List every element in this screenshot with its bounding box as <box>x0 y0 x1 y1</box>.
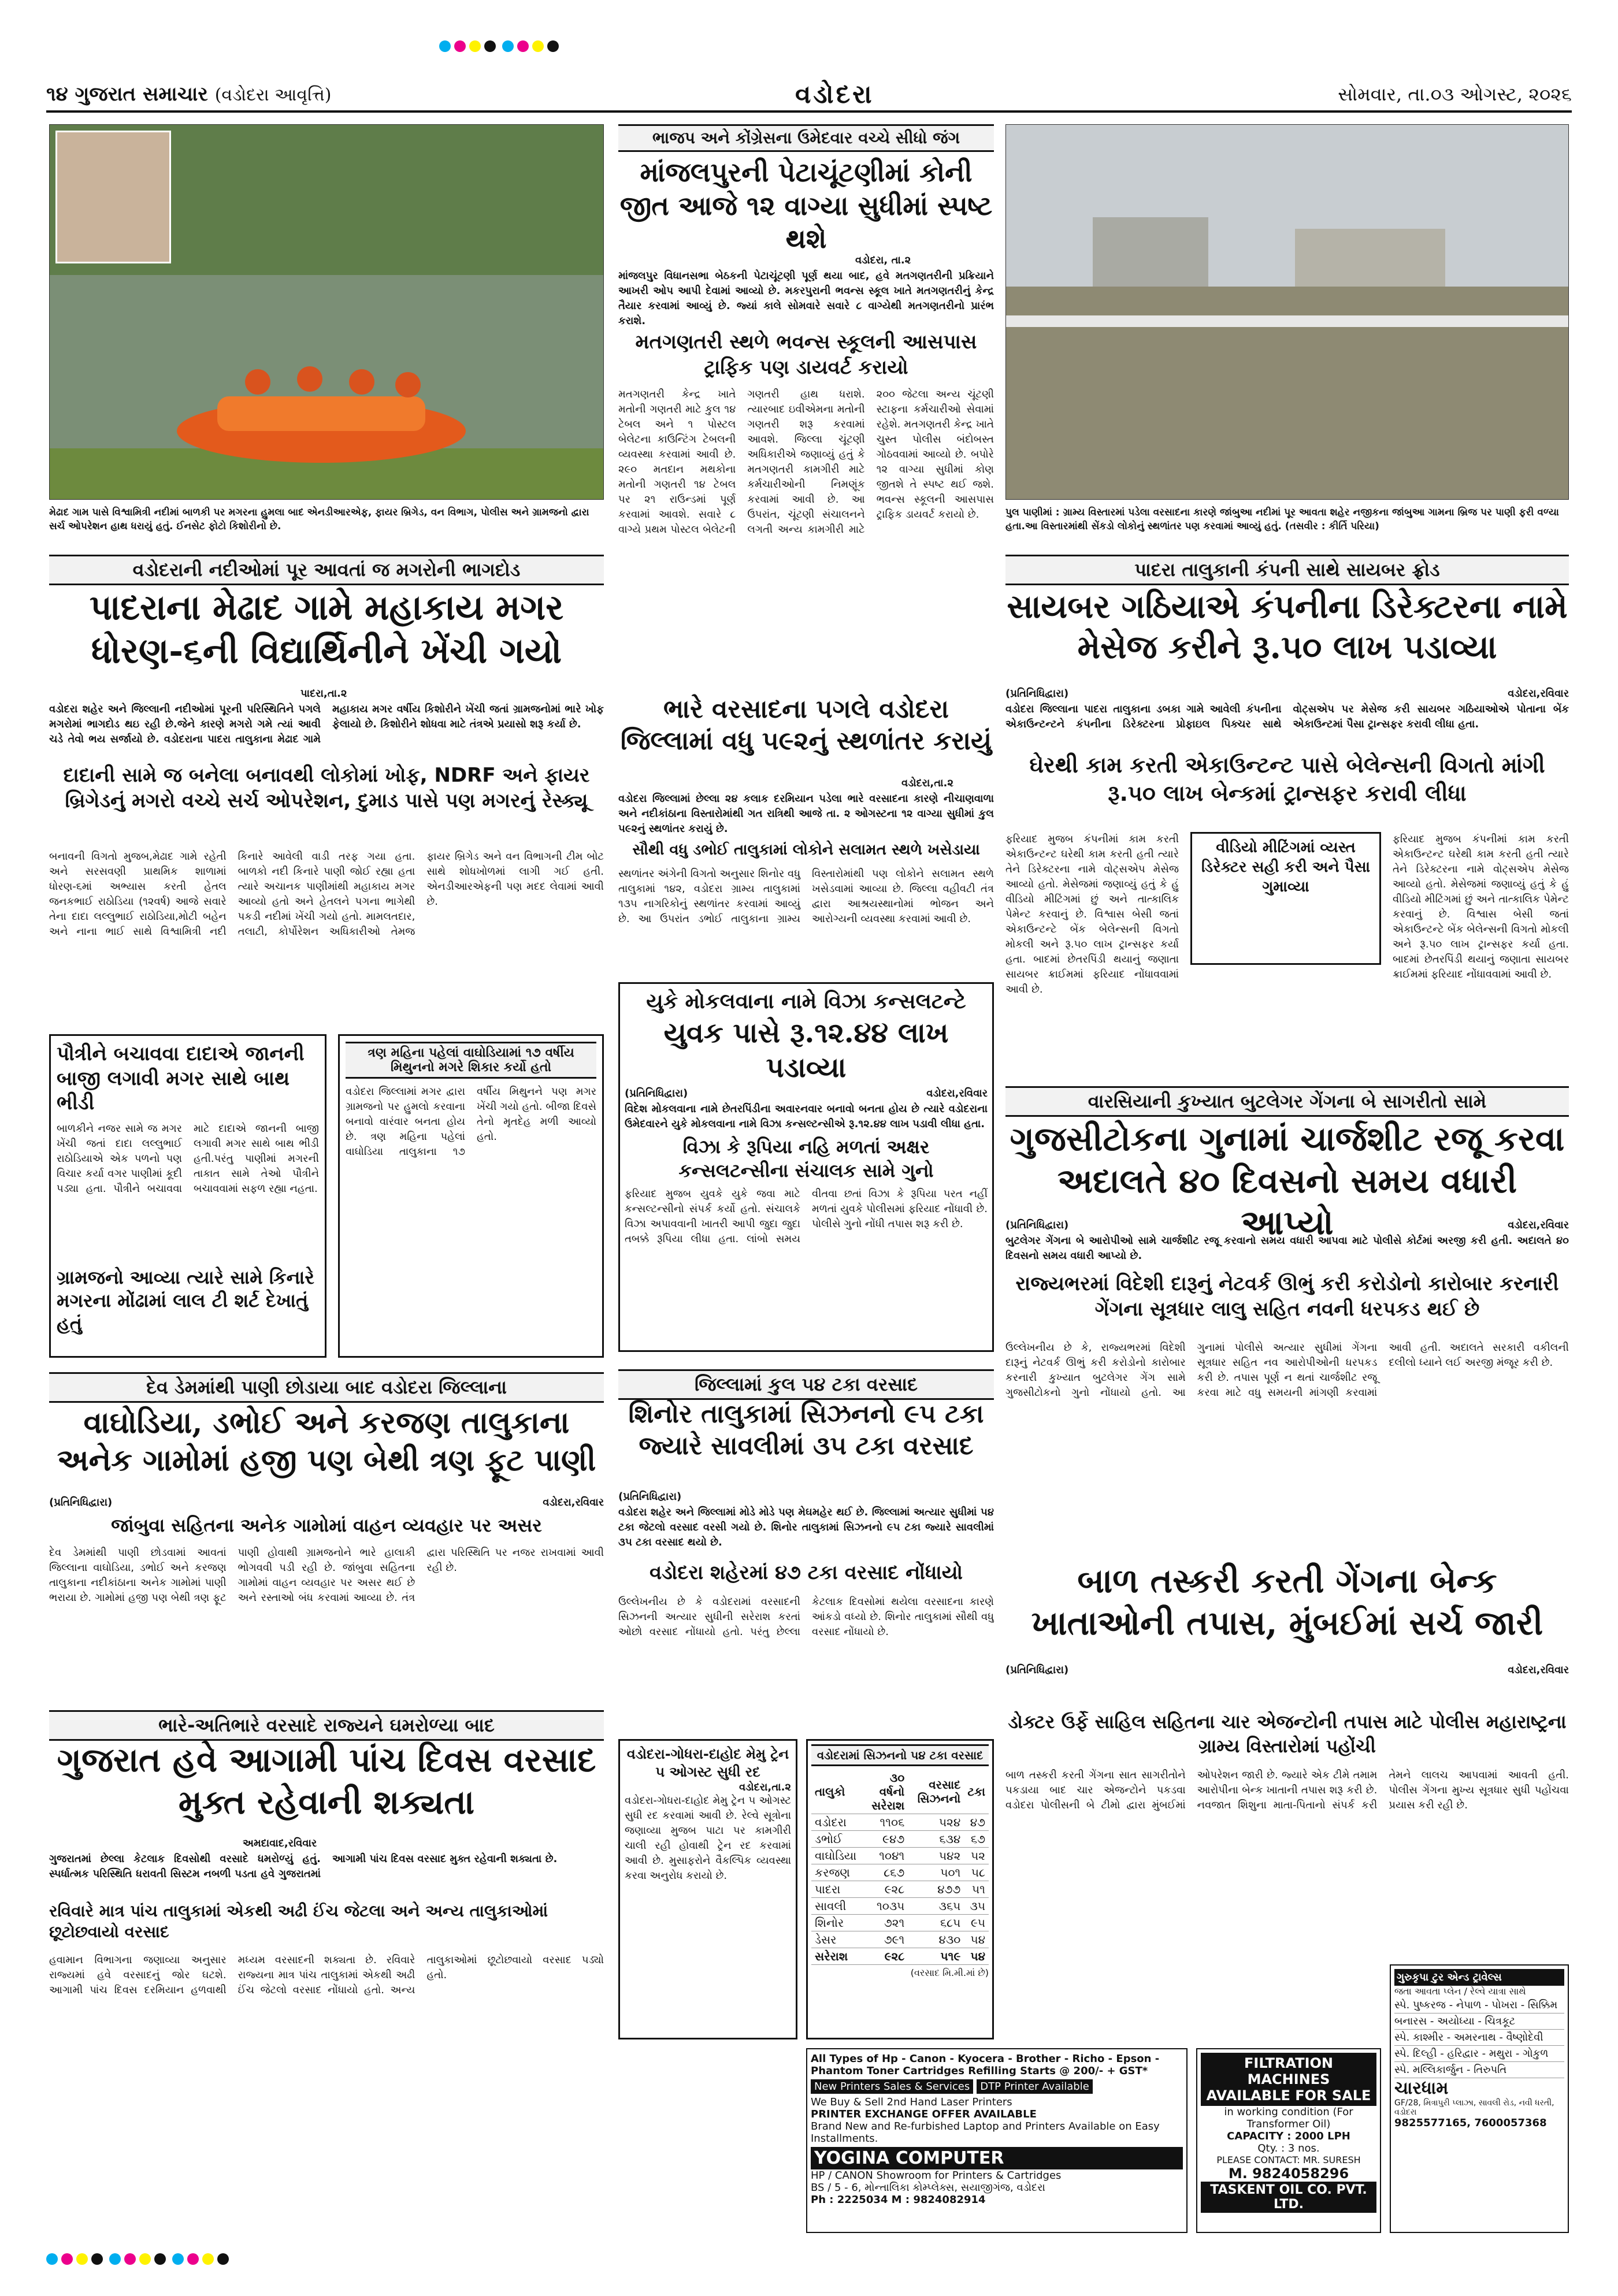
majalpur-headline: માંજલપુરની પેટાચૂંટણીમાં કોની જીત આજે ૧૨ વાગ્યા સુધીમાં સ્પષ્ટ થશે <box>619 157 993 254</box>
filtration-ad <box>1196 2048 1381 2233</box>
child-dateline: વડોદરા,રવિવાર <box>1508 1664 1569 1676</box>
flooded-bridge-image <box>1006 125 1569 500</box>
printer-ad-buttons <box>811 2079 1183 2094</box>
fraud-dateline: વડોદરા,રવિવાર <box>926 1087 988 1099</box>
cyber-meta <box>1005 688 1569 700</box>
waghodia-body: વડોદરા જિલ્લામાં મગર દ્વારા ગ્રામજનો પર હુમલો કરવાના બનાવો વારંવાર બનતા હોય છે. ત્રણ મહિના પહેલાં વાઘોડિયા તાલુકાના ૧૭ વર્ષીય મિથુનને પણ મગર ખેંચી ગયો હતો. બીજા દિવસે તેનો મૃતદેહ મળી આવ્યો હતો. <box>346 1086 596 1158</box>
rain-table-cell: વડોદરા <box>811 1814 860 1831</box>
printer-ad-btn2: DTP Printer Available <box>977 2079 1093 2094</box>
rain-table-cell: ૫૪ <box>964 1948 989 1965</box>
travel-brand: ચારધામ <box>1394 2078 1449 2098</box>
rain-table-row <box>811 1864 989 1881</box>
printer-ad-sub: HP / CANON Showroom for Printers & Cartridges <box>811 2169 1062 2182</box>
cyber-box-text: વીડિયો મીટિંગમાં વ્યસ્ત ડિરેક્ટર સહી કરી અને પૈસા ગુમાવ્યા <box>1201 839 1371 896</box>
rain-headline: શિનોર તાલુકામાં સિઝનનો ૯૫ ટકા જ્યારે સાવલીમાં ૩૫ ટકા વરસાદ <box>628 1399 984 1461</box>
cyber-subhead: ઘેરથી કામ કરતી એકાઉન્ટન્ટ પાસે બેલેન્સની વિગતો માંગી રૂ.૫૦ લાખ બેન્કમાં ટ્રાન્સફર કરાવી લીધા <box>1029 752 1545 807</box>
rain-table-cell: સરેરાશ <box>811 1948 860 1965</box>
rain-table-header <box>811 1770 989 1814</box>
rain-table-box <box>806 1739 994 2039</box>
page-number: ૧૪ <box>46 83 68 106</box>
child-source: (પ્રતિનિધિદ્વારા) <box>1005 1664 1069 1676</box>
travel-addr: GF/28, મિત્રાપુરી પ્લાઝા, સાવલી રોડ, નવી ધરતી, વડોદરા <box>1394 2098 1554 2117</box>
fraud-body: ફરિયાદ મુજબ યુવકે યુકે જવા માટે કન્સલ્ટન્સીનો સંપર્ક કર્યો હતો. સંચાલકે વિઝા અપાવવાની ખાતરી આપી જુદા જુદા તબક્કે રૂપિયા લીધા હતા. લાંબો સમય વીતવા છતાં વિઝા કે રૂપિયા પરત નહીં મળતાં યુવકે પોલીસમાં ફરિયાદ નોંધાવી છે. પોલીસે ગુનો નોંધી તપાસ શરૂ કરી છે. <box>625 1187 988 1245</box>
printer-ad-line4: PRINTER EXCHANGE OFFER AVAILABLE <box>811 2108 1037 2120</box>
rain-table-cell: ૪૭ <box>964 1814 989 1831</box>
rain-table-cell: ૫૪૨ <box>908 1848 964 1864</box>
majalpur-lead: માંજલપુર વિધાનસભા બેઠકની પેટાચૂંટણી પૂર્ણ થયા બાદ, હવે મતગણતરીની પ્રક્રિયાને આખરી ઓપ આપી દેવામાં આવ્યો છે. મકરપુરાની ભવન્સ સ્કૂલ ખાતે મતગણતરીનું કેન્દ્ર તૈયાર કરવામાં આવ્યું છે. જ્યાં કાલે સોમવારે સવારે ૮ વાગ્યેથી મતગણતરીનો પ્રારંભ કરાશે. <box>618 270 994 327</box>
dam-source: (પ્રતિનિધિદ્વારા) <box>49 1496 113 1509</box>
flooded-bridge-photo <box>1005 124 1569 500</box>
majalpur-body: મતગણતરી કેન્દ્ર ખાતે મતોની ગણતરી માટે કુલ ૧૪ ટેબલ અને ૧ પોસ્ટલ બેલેટના કાઉન્ટિંગ ટેબલની વ્યવસ્થા કરવામાં આવી છે. ૨૯૦ મતદાન મથકોના મતોની ગણતરી ૧૪ ટેબલ પર ૨૧ રાઉન્ડમાં પૂર્ણ કરવામાં આવશે. સવારે ૮ વાગ્યે પ્રથમ પોસ્ટલ બેલેટની ગણતરી હાથ ધરાશે. ત્યારબાદ ઇવીએમના મતોની ગણતરી શરૂ કરવામાં આવશે. જિલ્લા ચૂંટણી અધિકારીએ જણાવ્યું હતું કે મતગણતરી કામગીરી માટે કર્મચારીઓની નિમણૂંક કરવામાં આવી છે. આ ઉપરાંત, ચૂંટણી સંચાલનને લગતી અન્ય કામગીરી માટે ૨૦૦ જેટલા અન્ય ચૂંટણી સ્ટાફના કર્મચારીઓ સેવામાં રહેશે. મતગણતરી કેન્દ્ર ખાતે ચુસ્ત પોલીસ બંદોબસ્ત ગોઠવવામાં આવ્યો છે. બપોરે ૧૨ વાગ્યા સુધીમાં કોણ જીતશે તે સ્પષ્ટ થઈ જશે. ભવન્સ સ્કૂલની આસપાસ ટ્રાફિક ડાયવર્ટ કરાયો છે. <box>618 388 994 536</box>
rain-table-row <box>811 1931 989 1948</box>
gujcitok-lead: બુટલેગર ગેંગના બે આરોપીઓ સામે ચાર્જશીટ રજૂ કરવાનો સમય વધારી આપવા માટે પોલીસે કોર્ટમાં અરજી કરી હતી. અદાલતે ૪૦ દિવસનો સમય વધારી આપ્યો છે. <box>1005 1235 1569 1262</box>
dam-dateline: વડોદરા,રવિવાર <box>543 1496 604 1509</box>
dam-kicker: દેવ ડેમમાંથી પાણી છોડાયા બાદ વડોદરા જિલ્લાના <box>49 1372 604 1403</box>
crocodile-dateline: પાદરા,તા.૨ <box>300 688 347 700</box>
registration-marks-top <box>439 40 1190 54</box>
rain-table-cell: ૩૬૫ <box>908 1898 964 1915</box>
rain-table-cell: ૯૨૮ <box>860 1881 908 1898</box>
rain-table-cell: ૫૧ <box>964 1881 989 1898</box>
registration-marks-bottom <box>46 2253 1572 2267</box>
rain-table-row <box>811 1881 989 1898</box>
rain-table-cell: સાવલી <box>811 1898 860 1915</box>
majalpur-dateline: વડોદરા, તા.૨ <box>855 254 911 266</box>
travel-title: ગુરુકૃપા ટુર એન્ડ ટ્રાવેલ્સ <box>1394 1969 1564 1986</box>
travel-line5: સ્પે. મલ્લિકાર્જુન - તિરુપતિ <box>1394 2062 1564 2078</box>
travel-line3: સ્પે. કાશ્મીર - અમરનાથ - વૈષ્ણોદેવી <box>1394 2030 1564 2046</box>
printer-ad-name: YOGINA COMPUTER <box>811 2147 1183 2169</box>
rain-table-cell: ૧૦૪૧ <box>860 1848 908 1864</box>
forecast-headline: ગુજરાત હવે આગામી પાંચ દિવસ વરસાદ મુક્ત રહેવાની શક્યતા <box>57 1740 596 1822</box>
train-box <box>618 1739 797 2039</box>
crocodile-kicker: વડોદરાની નદીઓમાં પૂર આવતાં જ મગરોની ભાગદોડ <box>49 555 604 585</box>
rain-table-cell: ૭૨૧ <box>860 1915 908 1931</box>
shift-subhead: સૌથી વધુ ડભોઈ તાલુકામાં લોકોને સલામત સ્થળે ખસેડાયા <box>632 841 980 859</box>
filtration-title: FILTRATION MACHINES AVAILABLE FOR SALE <box>1201 2053 1376 2106</box>
filtration-sub: in working condition (For Transformer Oil) <box>1224 2106 1353 2130</box>
cyber-source: (પ્રતિનિધિદ્વારા) <box>1005 688 1069 700</box>
printer-ad-phone: Ph : 2225034 M : 9824082914 <box>811 2194 986 2206</box>
rain-table-cell: ૪૭૭ <box>908 1881 964 1898</box>
rain-table <box>811 1770 989 1965</box>
rain-table-row <box>811 1948 989 1965</box>
fraud-story <box>618 982 994 1352</box>
waghodia-box <box>338 1034 604 1358</box>
rain-table-cell: ૫૨ <box>964 1848 989 1864</box>
grandfather-body: બાળકીને નજર સામે જ મગર ખેંચી જતાં દાદા લલ્લુભાઈ રાઠોડિયાએ એક પળનો પણ વિચાર કર્યા વગર પાણીમાં કૂદી પડ્યા હતા. પૌત્રીને બચાવવા માટે દાદાએ જાનની બાજી લગાવી મગર સાથે બાથ ભીડી હતી.પરંતુ પાણીમાં મગરની તાકાત સામે તેઓ પૌત્રીને બચાવવામાં સફળ રહ્યા નહતા. <box>57 1122 319 1195</box>
gujcitok-source: (પ્રતિનિધિદ્વારા) <box>1005 1219 1069 1231</box>
train-dateline: વડોદરા,તા.૨ <box>739 1781 791 1794</box>
filtration-contact: PLEASE CONTACT: MR. SURESH <box>1216 2154 1361 2165</box>
rain-table-cell: ૩૫ <box>964 1898 989 1915</box>
printer-ad-btn1: New Printers Sales & Services <box>811 2079 973 2094</box>
grandfather-box <box>49 1034 326 1358</box>
forecast-lead: ગુજરાતમાં છેલ્લા કેટલાક દિવસોથી વરસાદે ધમરોળ્યું હતું. સ્પર્ધાત્મક પરિસ્થિતિ ધરાવતી સિસ્ટમ નબળી પડતા હવે ગુજરાતમાં આગામી પાંચ દિવસ વરસાદ મુક્ત રહેવાની શક્યતા છે. <box>49 1853 558 1880</box>
col-average: ૩૦ વર્ષનો સરેરાશ <box>860 1770 908 1814</box>
crocodile-headline: પાદરાના મેઢાદ ગામે મહાકાય મગર ધોરણ-૬ની વિદ્યાર્થિનીને ખેંચી ગયો <box>89 588 564 671</box>
rain-table-cell: ૯૫ <box>964 1915 989 1931</box>
cyber-body: ફરિયાદ મુજબ કંપનીમાં કામ કરતી એકાઉન્ટન્ટ ઘરેથી કામ કરતી હતી ત્યારે તેને ડિરેક્ટરના નામે વોટ્સએપ મેસેજ આવ્યો હતો. મેસેજમાં જણાવ્યું હતું કે હું વીડિયો મીટિંગમાં છું અને તાત્કાલિક પેમેન્ટ કરવાનું છે. વિશ્વાસ બેસી જતાં એકાઉન્ટન્ટે બેંક બેલેન્સની વિગતો મોકલી અને રૂ.૫૦ લાખ ટ્રાન્સફર કર્યા હતા. બાદમાં છેતરપિંડી થયાનું જણાતા સાયબર ક્રાઈમમાં ફરિયાદ નોંધાવવામાં આવી છે. <box>1005 833 1179 995</box>
dam-headline: વાઘોડિયા, ડભોઈ અને કરજણ તાલુકાના અનેક ગામોમાં હજી પણ બેથી ત્રણ ફૂટ પાણી <box>57 1405 596 1478</box>
rain-table-cell: પાદરા <box>811 1881 860 1898</box>
rain-table-row <box>811 1831 989 1848</box>
rain-kicker: જિલ્લામાં કુલ ૫૪ ટકા વરસાદ <box>618 1369 994 1400</box>
dam-body: દેવ ડેમમાંથી પાણી છોડવામાં આવતાં જિલ્લાના વાઘોડિયા, ડભોઈ અને કરજણ તાલુકાના નદીકાંઠાના અનેક ગામોમાં પાણી ભરાયા છે. ગામોમાં હજી પણ બેથી ત્રણ ફૂટ પાણી હોવાથી ગ્રામજનોને ભારે હાલાકી ભોગવવી પડી રહી છે. જાંબુવા સહિતના ગામોમાં વાહન વ્યવહાર પર અસર થઈ છે અને રસ્તાઓ બંધ કરવામાં આવ્યા છે. તંત્ર દ્વારા પરિસ્થિતિ પર નજર રાખવામાં આવી રહી છે. <box>49 1547 604 1604</box>
rain-table-note: (વરસાદ મિ.મી.માં છે) <box>910 1967 989 1978</box>
travel-ad <box>1390 1964 1569 2233</box>
rain-table-row <box>811 1814 989 1831</box>
girl-inset-photo <box>55 131 171 263</box>
shift-body: સ્થળાંતર અંગેની વિગતો અનુસાર શિનોર વધુ તાલુકામાં ૧૪૨, વડોદરા ગ્રામ્ય તાલુકામાં ૧૩૫ નાગરિકોનું સ્થળાંતર કરવામાં આવ્યું છે. આ ઉપરાંત ડભોઈ તાલુકાના ગ્રામ્ય વિસ્તારોમાંથી પણ લોકોને સલામત સ્થળે ખસેડવામાં આવ્યા છે. જિલ્લા વહીવટી તંત્ર દ્વારા આશ્રયસ્થાનોમાં ભોજન અને આરોગ્યની વ્યવસ્થા કરવામાં આવી છે. <box>618 868 994 925</box>
rain-body: ઉલ્લેખનીય છે કે વડોદરામાં વરસાદની સિઝનની અત્યાર સુધીની સરેરાશ કરતાં ઓછો વરસાદ નોંધાયો હતો. પરંતુ છેલ્લા કેટલાક દિવસોમાં થયેલા વરસાદના કારણે આંકડો વધ્યો છે. શિનોર તાલુકામાં સૌથી વધુ વરસાદ નોંધાયો છે. <box>618 1596 994 1638</box>
shift-dateline: વડોદરા,તા.૨ <box>901 777 953 789</box>
photo-left-caption: મેઢાદ ગામ પાસે વિશ્વામિત્રી નદીમાં બાળકી પર મગરના હુમલા બાદ એનડીઆરએફ, ફાયર બ્રિગેડ, વન વિભાગ, પોલીસ અને ગ્રામજનો દ્વારા સર્ચ ઓપરેશન હાથ ધરાયું હતું. ઈનસેટ ફોટો કિશોરીનો છે. <box>49 507 589 532</box>
paper-name: ગુજરાત સમાચાર <box>75 83 208 106</box>
col-percent: ટકા <box>964 1770 989 1814</box>
rain-table-cell: ૪૩૦ <box>908 1931 964 1948</box>
printer-ad-line1: All Types of Hp - Canon - Kyocera - Brother - Richo - Epson - <box>811 2053 1160 2065</box>
printer-ad-line2: Phantom Toner Cartridges Refilling Starts @ 200/- + GST* <box>811 2065 1148 2077</box>
rain-table-cell: ૧૦૩૫ <box>860 1898 908 1915</box>
gujcitok-kicker: વારસિયાની કુખ્યાત બુટલેગર ગેંગના બે સાગરીતો સામે <box>1005 1086 1569 1117</box>
rain-table-cell: ૭૯૧ <box>860 1931 908 1948</box>
rain-table-cell: ૫૦૧ <box>908 1864 964 1881</box>
rain-table-cell: ૫૪ <box>964 1931 989 1948</box>
photo-credit: (તસવીર : કીર્તિ પરિયા) <box>1285 521 1379 532</box>
rain-table-cell: ડભોઈ <box>811 1831 860 1848</box>
majalpur-subhead: મતગણતરી સ્થળે ભવન્સ સ્કૂલની આસપાસ ટ્રાફિક પણ ડાયવર્ટ કરાયો <box>635 330 977 380</box>
fraud-source: (પ્રતિનિધિદ્વારા) <box>625 1087 688 1099</box>
gujcitok-dateline: વડોદરા,રવિવાર <box>1508 1219 1569 1231</box>
rain-table-cell: ૬૩૪ <box>908 1831 964 1848</box>
rain-table-title: વડોદરામાં સિઝનનો ૫૪ ટકા વરસાદ <box>811 1744 989 1766</box>
photo-right-caption-text: પુલ પાણીમાં : ગ્રામ્ય વિસ્તારમાં પડેલા વરસાદના કારણે જાંબુઆ નદીમાં પૂર આવતા શહેર નજીકના જાંબુઆ ગામના બ્રિજ પર પાણી ફરી વળ્યા હતા.આ વિસ્તારમાંથી સેંકડો લોકોનું સ્થળાંતર પણ કરવામાં આવ્યું હતું. <box>1005 507 1559 532</box>
child-meta <box>1005 1664 1569 1676</box>
gujcitok-headline: ગુજસીટોકના ગુનામાં ચાર્જશીટ રજૂ કરવા અદાલતે ૪૦ દિવસનો સમય વધારી આપ્યો <box>1010 1119 1565 1242</box>
waghodia-kicker: ત્રણ મહિના પહેલાં વાઘોડિયામાં ૧૭ વર્ષીય મિથુનનો મગરે શિકાર કર્યો હતો <box>346 1042 596 1079</box>
rain-table-cell: ૫૧૯ <box>908 1948 964 1965</box>
rain-table-body <box>811 1814 989 1965</box>
train-headline: વડોદરા-ગોધરા-દાહોદ મેમુ ટ્રેન ૫ ઓગસ્ટ સુધી રદ <box>626 1746 789 1781</box>
fraud-headline: યુવક પાસે રૂ.૧૨.૪૪ લાખ પડાવ્યા <box>663 1016 949 1084</box>
cyber-kicker: પાદરા તાલુકાની કંપની સાથે સાયબર ફ્રોડ <box>1005 555 1569 585</box>
photo-right-caption <box>1005 506 1569 533</box>
fraud-subhead: વિઝા કે રૂપિયા નહિ મળતાં અક્ષર કન્સલટન્સીના સંચાલક સામે ગુનો <box>678 1135 934 1182</box>
cyber-lead: વડોદરા જિલ્લાના પાદરા તાલુકાના ડબકા ગામે આવેલી કંપનીના એકાઉન્ટન્ટને કંપનીના ડિરેક્ટરના પ્રોફાઇલ પિક્ચર સાથે વોટ્સએપ પર મેસેજ કરી સાયબર ગઠિયાઓએ પોતાના બેંક એકાઉન્ટમાં પૈસા ટ્રાન્સફર કરાવી લીધા હતા. <box>1005 703 1569 730</box>
travel-line2: બનારસ - અયોધ્યા - ચિત્રકૂટ <box>1394 2013 1564 2030</box>
printer-ad <box>806 2048 1187 2233</box>
rain-lead: વડોદરા શહેર અને જિલ્લામાં મોડે મોડે પણ મેઘમહેર થઈ છે. જિલ્લામાં અત્યાર સુધીમાં ૫૪ ટકા જેટલો વરસાદ વરસી ગયો છે. શિનોર તાલુકામાં સિઝનનો ૯૫ ટકા જ્યારે સાવલીમાં ૩૫ ટકા વરસાદ થયો છે. <box>618 1506 994 1548</box>
crocodile-body: બનાવની વિગતો મુજબ,મેઢાદ ગામે રહેતી અને સરસવણી પ્રાથમિક શાળામાં ધોરણ-૬માં અભ્યાસ કરતી હેતલ જનકભાઈ રાઠોડિયા (૧૨વર્ષ) આજે સવારે તેના દાદા લલ્લુભાઈ રાઠોડિયા,મોટી બહેન અને નાના ભાઈ સાથે વિશ્વામિત્રી નદી કિનારે આવેલી વાડી તરફ ગયા હતા. બાળકો નદી કિનારે પાણી જોઈ રહ્યા હતા ત્યારે અચાનક પાણીમાંથી મહાકાય મગર આવ્યો હતો અને હેતલને પગના ભાગેથી પકડી નદીમાં ખેંચી ગયો હતો. મામલતદાર, તલાટી, કોર્પોરેશન અધિકારીઓ તેમજ ફાયર બ્રિગેડ અને વન વિભાગની ટીમ બોટ સાથે શોધખોળમાં લાગી ગઈ હતી. એનડીઆરએફની પણ મદદ લેવામાં આવી છે. <box>49 850 604 938</box>
gujcitok-meta <box>1005 1219 1569 1231</box>
fraud-kicker: યુકે મોકલવાના નામે વિઝા કન્સલટન્ટે <box>646 990 966 1013</box>
cyber-box <box>1190 832 1381 965</box>
child-headline: બાળ તસ્કરી કરતી ગેંગના બેન્ક ખાતાઓની તપાસ, મુંબઈમાં સર્ચ જારી <box>1031 1561 1543 1643</box>
col-season: વરસાદ સિઝનનો <box>908 1770 964 1814</box>
rain-table-row <box>811 1898 989 1915</box>
printer-ad-addr: BS / 5 - 6, મોન્તાલિકા કોમ્પ્લેક્સ, સયાજીગંજ, વડોદરા <box>811 2182 1045 2194</box>
grandfather-quote: ગ્રામજનો આવ્યા ત્યારે સામે કિનારે મગરના મોંઢામાં લાલ ટી શર્ટ દેખાતું હતું <box>57 1266 314 1335</box>
travel-line1: સ્પે. પુષ્કરજ - નેપાળ - પોખરા - સિક્કિમ <box>1394 1997 1564 2013</box>
forecast-body: હવામાન વિભાગના જણાવ્યા અનુસાર રાજ્યમાં હવે વરસાદનું જોર ઘટશે. આગામી પાંચ દિવસ દરમિયાન હળવાથી મધ્યમ વરસાદની શક્યતા છે. રવિવારે રાજ્યના માત્ર પાંચ તાલુકામાં એકથી અઢી ઈંચ જેટલો વરસાદ નોંધાયો હતો. અન્ય તાલુકાઓમાં છૂટોછવાયો વરસાદ પડ્યો હતો. <box>49 1954 604 1996</box>
filtration-mobile: M. 9824058296 <box>1228 2165 1349 2182</box>
rain-table-cell: ડેસર <box>811 1931 860 1948</box>
dam-meta <box>49 1496 604 1509</box>
filtration-qty: Qty. : 3 nos. <box>1257 2142 1320 2154</box>
gujcitok-subhead: રાજ્યભરમાં વિદેશી દારૂનું નેટવર્ક ઊભું કરી કરોડોનો કારોબાર કરનારી ગેંગના સૂત્રધાર લાલુ સહિત નવની ધરપકડ થઈ છે <box>1015 1272 1559 1321</box>
rain-table-cell: ૮૬૭ <box>860 1864 908 1881</box>
travel-line4: સ્પે. દિલ્હી - હરિદ્વાર - મથુરા - ગોકુળ <box>1394 2046 1564 2062</box>
edition: (વડોદરા આવૃત્તિ) <box>214 85 332 105</box>
rain-table-cell: ૫૮ <box>964 1864 989 1881</box>
rain-table-row <box>811 1915 989 1931</box>
forecast-subhead: રવિવારે માત્ર પાંચ તાલુકામાં એકથી અઢી ઈંચ જેટલા અને અન્ય તાલુકાઓમાં છૂટોછવાયો વરસાદ <box>49 1901 548 1942</box>
child-subhead: ડોક્ટર ઉર્ફે સાહિલ સહિતના ચાર એજન્ટોની તપાસ માટે પોલીસ મહારાષ્ટ્રના ગ્રામ્ય વિસ્તારોમાં પહોંચી <box>1008 1711 1567 1757</box>
rain-table-cell: ૬૭ <box>964 1831 989 1848</box>
cyber-headline: સાયબર ગઠિયાએ કંપનીના ડિરેક્ટરના નામે મેસેજ કરીને રૂ.૫૦ લાખ પડાવ્યા <box>1007 588 1568 666</box>
travel-tag: જતા આવતા પ્લેન / રેલ્વે યાત્રા સાથે <box>1394 1986 1526 1997</box>
issue-date: સોમવાર, તા.૦૩ ઓગસ્ટ, ૨૦૨૬ <box>1338 83 1572 105</box>
rain-table-cell: શિનોર <box>811 1915 860 1931</box>
printer-ad-line3: We Buy & Sell 2nd Hand Laser Printers <box>811 2096 1012 2108</box>
col-taluka: તાલુકો <box>811 1770 860 1814</box>
city-name: વડોદરા <box>795 79 874 109</box>
rescue-boat-photo <box>49 124 604 500</box>
rain-table-cell: ૬૮૫ <box>908 1915 964 1931</box>
rain-table-cell: કરજણ <box>811 1864 860 1881</box>
rain-subhead: વડોદરા શહેરમાં ૪૭ ટકા વરસાદ નોંધાયો <box>649 1561 963 1584</box>
shift-headline: ભારે વરસાદના પગલે વડોદરા જિલ્લામાં વધુ ૫૯૨નું સ્થળાંતર કરાયું <box>620 694 992 756</box>
rain-table-cell: વાઘોડિયા <box>811 1848 860 1864</box>
masthead <box>46 78 1572 113</box>
rain-table-cell: ૯૪૭ <box>860 1831 908 1848</box>
rain-table-cell: ૧૧૦૬ <box>860 1814 908 1831</box>
rain-table-row <box>811 1848 989 1864</box>
masthead-left <box>46 83 332 106</box>
forecast-kicker: ભારે-અતિભારે વરસાદે રાજ્યને ઘમરોળ્યા બાદ <box>49 1710 604 1741</box>
majalpur-kicker: ભાજપ અને કોંગ્રેસના ઉમેદવાર વચ્ચે સીધો જંગ <box>618 124 994 152</box>
filtration-cap: CAPACITY : 2000 LPH <box>1227 2130 1350 2142</box>
crocodile-lead: વડોદરા શહેર અને જિલ્લાની નદીઓમાં પૂરની પરિસ્થિતિને પગલે મગરોમાં ભાગદોડ થઇ રહી છે.જેને કારણે મગરો ગમે ત્યાં આવી ચડે તેવો ભય સર્જાયો છે. વડોદરાના પાદરા તાલુકાના મેઢાદ ગામે મહાકાય મગર વર્ષીય કિશોરીને ખેંચી જતાં ગ્રામજનોમાં ભારે ખોફ ફેલાયો છે. કિશોરીને શોધવા માટે તંત્રએ પ્રયાસો શરૂ કર્યા છે. <box>49 703 604 745</box>
printer-ad-line5: Brand New and Re-furbished Laptop and Printers Available on Easy Installments. <box>811 2120 1160 2145</box>
cyber-dateline: વડોદરા,રવિવાર <box>1508 688 1569 700</box>
rain-source: (પ્રતિનિધિદ્વારા) <box>618 1491 682 1503</box>
filtration-company: TASKENT OIL CO. PVT. LTD. <box>1201 2182 1376 2213</box>
dam-subhead: જાંબુવા સહિતના અનેક ગામોમાં વાહન વ્યવહાર પર અસર <box>111 1514 542 1536</box>
child-body: બાળ તસ્કરી કરતી ગેંગના સાત સાગરીતોને પકડાયા બાદ ચાર એજન્ટોને પકડવા વડોદરા પોલીસની બે ટીમો દ્વારા મુંબઈમાં ઓપરેશન જારી છે. જ્યારે એક ટીમે તમામ આરોપીના બેન્ક ખાતાની તપાસ શરૂ કરી છે. નવજાત શિશુના માતા-પિતાનો સંપર્ક કરી તેમને લાલચ આપવામાં આવતી હતી. પોલીસ ગેંગના મુખ્ય સૂત્રધાર સુધી પહોંચવા પ્રયાસ કરી રહી છે. <box>1005 1769 1569 1811</box>
train-body: વડોદરા-ગોધરા-દાહોદ મેમુ ટ્રેન ૫ ઓગસ્ટ સુધી રદ કરવામાં આવી છે. રેલ્વે સૂત્રોના જણાવ્યા મુજબ પાટા પર કામગીરી ચાલી રહી હોવાથી ટ્રેન રદ કરવામાં આવી છે. મુસાફરોને વૈકલ્પિક વ્યવસ્થા કરવા અનુરોધ કરાયો છે. <box>625 1795 791 1882</box>
rain-table-cell: ૫૨૪ <box>908 1814 964 1831</box>
cyber-body-right: ફરિયાદ મુજબ કંપનીમાં કામ કરતી એકાઉન્ટન્ટ ઘરેથી કામ કરતી હતી ત્યારે તેને ડિરેક્ટરના નામે વોટ્સએપ મેસેજ આવ્યો હતો. મેસેજમાં જણાવ્યું હતું કે હું વીડિયો મીટિંગમાં છું અને તાત્કાલિક પેમેન્ટ કરવાનું છે. વિશ્વાસ બેસી જતાં એકાઉન્ટન્ટે બેંક બેલેન્સની વિગતો મોકલી અને રૂ.૫૦ લાખ ટ્રાન્સફર કર્યા હતા. બાદમાં છેતરપિંડી થયાનું જણાતા સાયબર ક્રાઈમમાં ફરિયાદ નોંધાવવામાં આવી છે. <box>1393 833 1569 980</box>
shift-lead: વડોદરા જિલ્લામાં છેલ્લા ૨૪ કલાક દરમિયાન પડેલા ભારે વરસાદના કારણે નીચાણવાળા અને નદીકાંઠાના વિસ્તારોમાંથી ગત રાત્રિથી આજે તા. ૨ ઓગસ્ટના ૧૨ વાગ્યા સુધીમાં કુલ ૫૯૨નું સ્થળાંતર કરાયું છે. <box>618 793 994 835</box>
crocodile-subhead: દાદાની સામે જ બનેલા બનાવથી લોકોમાં ખોફ, NDRF અને ફાયર બ્રિગેડનું મગરો વચ્ચે સર્ચ ઓપરેશન, દુમાડ પાસે પણ મગરનું રેસ્ક્યૂ <box>63 764 590 813</box>
gujcitok-body: ઉલ્લેખનીય છે કે, રાજ્યભરમાં વિદેશી દારૂનું નેટવર્ક ઊભું કરી કરોડોનો કારોબાર કરનારી કુખ્યાત બુટલેગર ગેંગ સામે ગુજસીટોકનો ગુનો નોંધાયો હતો. આ ગુનામાં પોલીસે અત્યાર સુધીમાં ગેંગના સૂત્રધાર સહિત નવ આરોપીઓની ધરપકડ કરી છે. તપાસ પૂર્ણ ન થતાં ચાર્જશીટ રજૂ કરવા માટે વધુ સમયની માંગણી કરવામાં આવી હતી. અદાલતે સરકારી વકીલની દલીલો ધ્યાને લઈ અરજી મંજૂર કરી છે. <box>1005 1342 1569 1399</box>
rain-table-cell: ૯૨૮ <box>860 1948 908 1965</box>
travel-phone: 9825577165, 7600057368 <box>1394 2117 1547 2129</box>
fraud-lead: વિદેશ મોકલવાના નામે છેતરપિંડીના અવારનવાર બનાવો બનતા હોય છે ત્યારે વડોદરાના ઉમેદવારને યુકે મોકલવાના નામે વિઝા કન્સલ્ટન્સીએ રૂ.૧૨.૪૪ લાખ પડાવી લીધા હતા. <box>625 1102 988 1130</box>
forecast-dateline: અમદાવાદ,રવિવાર <box>243 1837 317 1849</box>
grandfather-headline: પૌત્રીને બચાવવા દાદાએ જાનની બાજી લગાવી મગર સાથે બાથ ભીડી <box>57 1042 305 1114</box>
fraud-meta <box>625 1087 988 1099</box>
